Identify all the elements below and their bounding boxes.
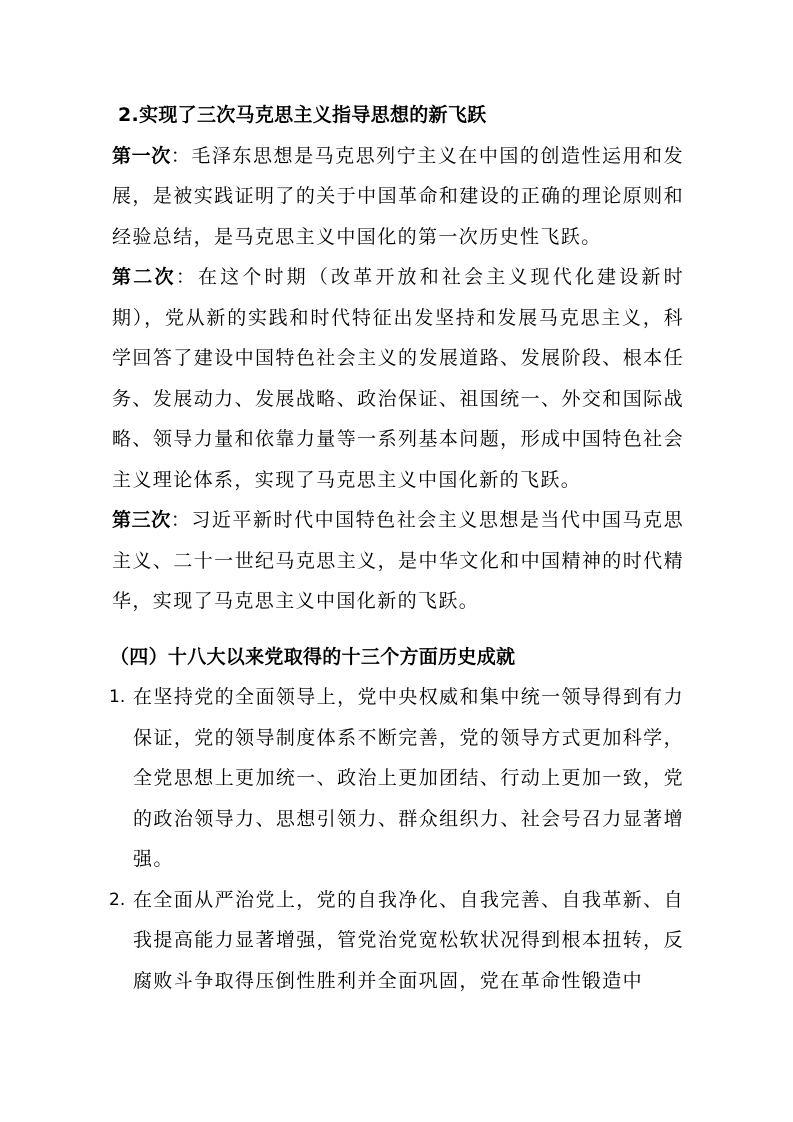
list-item-2-number: 2. [109,889,126,910]
list-item-2-text: 在全面从严治党上，党的自我净化、自我完善、自我革新、自我提高能力显著增强，管党治党宽松软状况得到根本扭转，反腐败斗争取得压倒性胜利并全面巩固，党在革命性锻造中 [133,888,684,992]
paragraph-second-leap [112,257,684,500]
paragraph-second-leap-text: 在这个时期（改革开放和社会主义现代化建设新时期），党从新的实践和时代特征出发坚持和发展马克思主义，科学回答了建设中国特色社会主义的发展道路、发展阶段、根本任务、发展动力、发展战略、政治保证、祖国统一、外交和国际战略、领导力量和依靠力量等一系列基本问题，形成中国特色社会主义理论体系，实现了马克思主义中国化新的飞跃。 [112,266,684,491]
list-item-2 [109,880,684,1002]
paragraph-third-leap-label: 第三次 [112,509,171,531]
subsection-heading: （四）十八大以来党取得的十三个方面历史成就 [110,645,516,668]
paragraph-third-leap-colon: ： [170,509,192,531]
paragraph-third-leap-text: 习近平新时代中国特色社会主义思想是当代中国马克思主义、二十一世纪马克思主义，是中华文化和中国精神的时代精华，实现了马克思主义中国化新的飞跃。 [112,509,684,612]
section-heading: 2.实现了三次马克思主义指导思想的新飞跃 [118,104,487,126]
paragraph-first-leap [112,136,684,258]
list-item-1-text: 在坚持党的全面领导上，党中央权威和集中统一领导得到有力保证，党的领导制度体系不断完善，党的领导方式更加科学，全党思想上更加统一、政治上更加团结、行动上更加一致，党的政治领导力、思想引领力、群众组织力、社会号召力显著增强。 [133,686,684,870]
achievements-list [109,677,684,1001]
paragraph-first-leap-text: 毛泽东思想是马克思列宁主义在中国的创造性运用和发展，是被实践证明了的关于中国革命和建设的正确的理论原则和经验总结，是马克思主义中国化的第一次历史性飞跃。 [112,144,684,248]
paragraph-first-leap-label: 第一次 [112,144,171,167]
paragraph-first-leap-colon: ： [170,144,192,167]
paragraph-second-leap-label: 第二次 [112,266,176,288]
list-item-1 [109,677,684,880]
paragraph-second-leap-colon: ： [175,266,198,288]
paragraph-third-leap [112,500,684,622]
list-item-1-number: 1. [109,687,126,707]
